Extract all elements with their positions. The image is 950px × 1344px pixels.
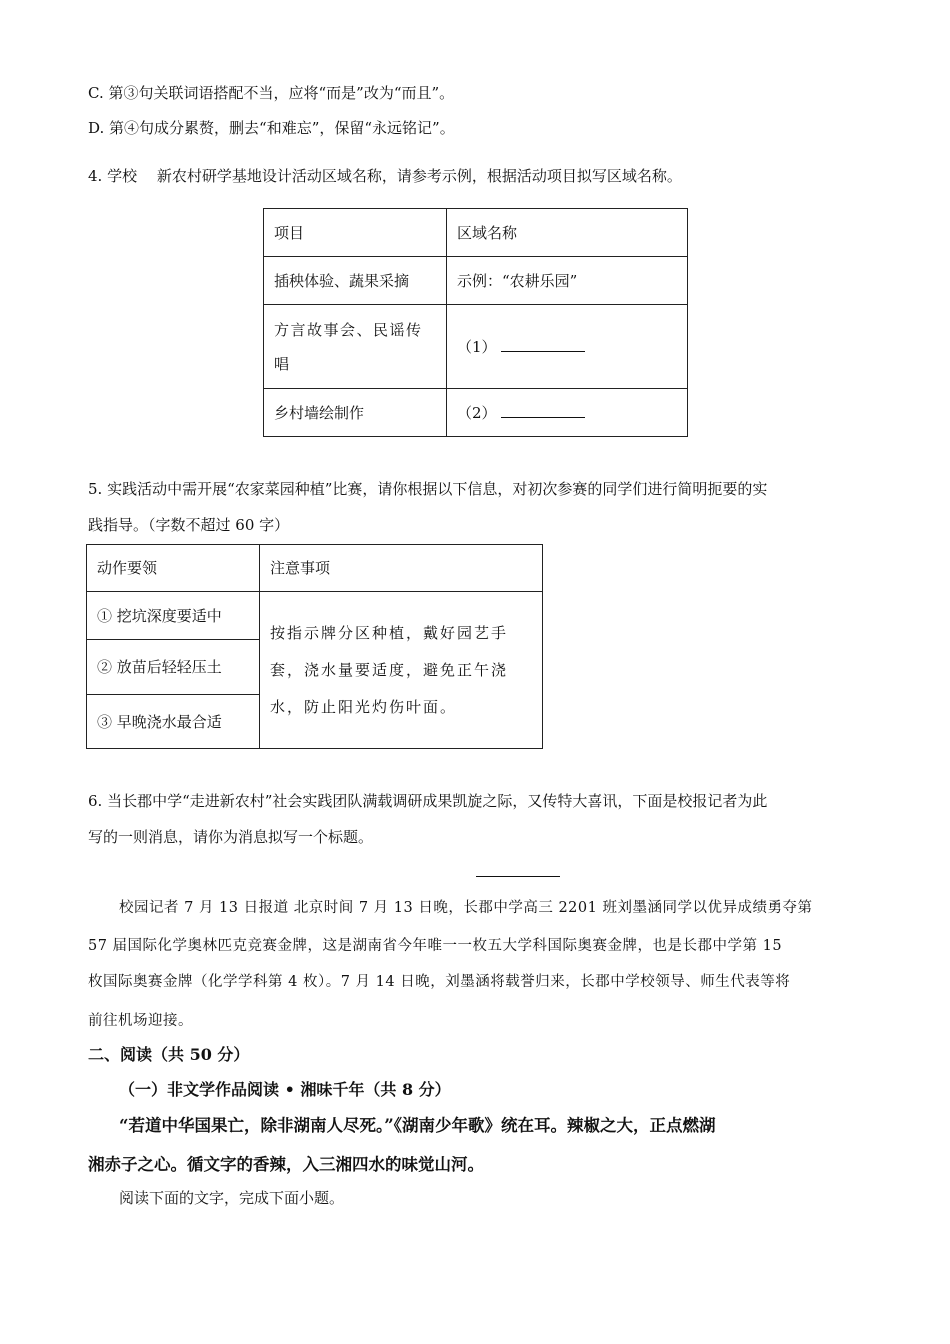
table-cell-project: 插秧体验、蔬果采摘 (264, 257, 447, 305)
project-line: 方言故事会、民谣传 (274, 320, 423, 339)
answer-blank-2[interactable] (501, 403, 585, 418)
table-cell-area (447, 389, 688, 437)
question-4-prompt: 4. 学校 新农村研学基地设计活动区域名称，请参考示例，根据活动项目拟写区域名称。 (88, 167, 682, 185)
news-line: 枚国际奥赛金牌（化学学科第 4 枚）。7 月 14 日晚，刘墨涵将载誉归来，长郡中学校领导、师生代表等将 (88, 974, 791, 990)
notes-cell (260, 592, 543, 749)
subsection-title: （一）非文学作品阅读 • 湘味千年（共 8 分） (119, 1080, 451, 1099)
news-line: 校园记者 7 月 13 日报道 北京时间 7 月 13 日晚，长郡中学高三 2201 班刘墨涵同学以优异成绩勇夺第 (119, 900, 813, 916)
news-line: 57 届国际化学奥林匹克竞赛金牌，这是湖南省今年唯一一枚五大学科国际奥赛金牌，也是长郡中学第 15 (88, 938, 783, 954)
question-5-prompt-line: 践指导。（字数不超过 60 字） (88, 516, 290, 534)
question-5-prompt-line: 5. 实践活动中需开展“农家菜园种植”比赛，请你根据以下信息，对初次参赛的同学们进行简明扼要的实 (88, 480, 768, 498)
project-line: 唱 (274, 354, 290, 373)
intro-line: 湘赤子之心。循文字的香辣，入三湘四水的味觉山河。 (88, 1155, 484, 1174)
title-answer-blank[interactable] (476, 876, 560, 877)
question-6-prompt-line: 写的一则消息，请你为消息拟写一个标题。 (88, 828, 374, 846)
planting-guide-table (86, 544, 543, 749)
table-cell-area: 示例：“农耕乐园” (447, 257, 688, 305)
action-item: ① 挖坑深度要适中 (87, 592, 260, 640)
table-header-notes: 注意事项 (260, 545, 543, 592)
table-cell-project (264, 305, 447, 389)
question-6-prompt-line: 6. 当长郡中学“走进新农村”社会实践团队满载调研成果凯旋之际，又传特大喜讯，下面是校报记者为此 (88, 792, 768, 810)
option-d: D. 第④句成分累赘，删去“和难忘”，保留“永远铭记”。 (88, 119, 455, 137)
action-item: ③ 早晚浇水最合适 (87, 695, 260, 749)
notes-line: 水，防止阳光灼伤叶面。 (270, 697, 458, 716)
answer-label: （2） (457, 403, 497, 422)
section-title: 二、阅读（共 50 分） (88, 1045, 250, 1064)
region-name-table (263, 208, 688, 437)
reading-instruction: 阅读下面的文字，完成下面小题。 (119, 1189, 345, 1207)
news-line: 前往机场迎接。 (88, 1013, 193, 1029)
table-cell-project: 乡村墙绘制作 (264, 389, 447, 437)
table-header-action: 动作要领 (87, 545, 260, 592)
action-item: ② 放苗后轻轻压土 (87, 640, 260, 695)
option-c: C. 第③句关联词语搭配不当，应将“而是”改为“而且”。 (88, 84, 455, 102)
intro-line: “若道中华国果亡，除非湖南人尽死。”《湖南少年歌》统在耳。辣椒之大，正点燃湖 (119, 1116, 716, 1135)
answer-blank-1[interactable] (501, 337, 585, 352)
table-header-area: 区域名称 (447, 209, 688, 257)
answer-label: （1） (457, 337, 497, 356)
table-header-project: 项目 (264, 209, 447, 257)
table-cell-area (447, 305, 688, 389)
notes-line: 按指示牌分区种植，戴好园艺手 (270, 623, 509, 642)
notes-line: 套，浇水量要适度，避免正午浇 (270, 660, 509, 679)
